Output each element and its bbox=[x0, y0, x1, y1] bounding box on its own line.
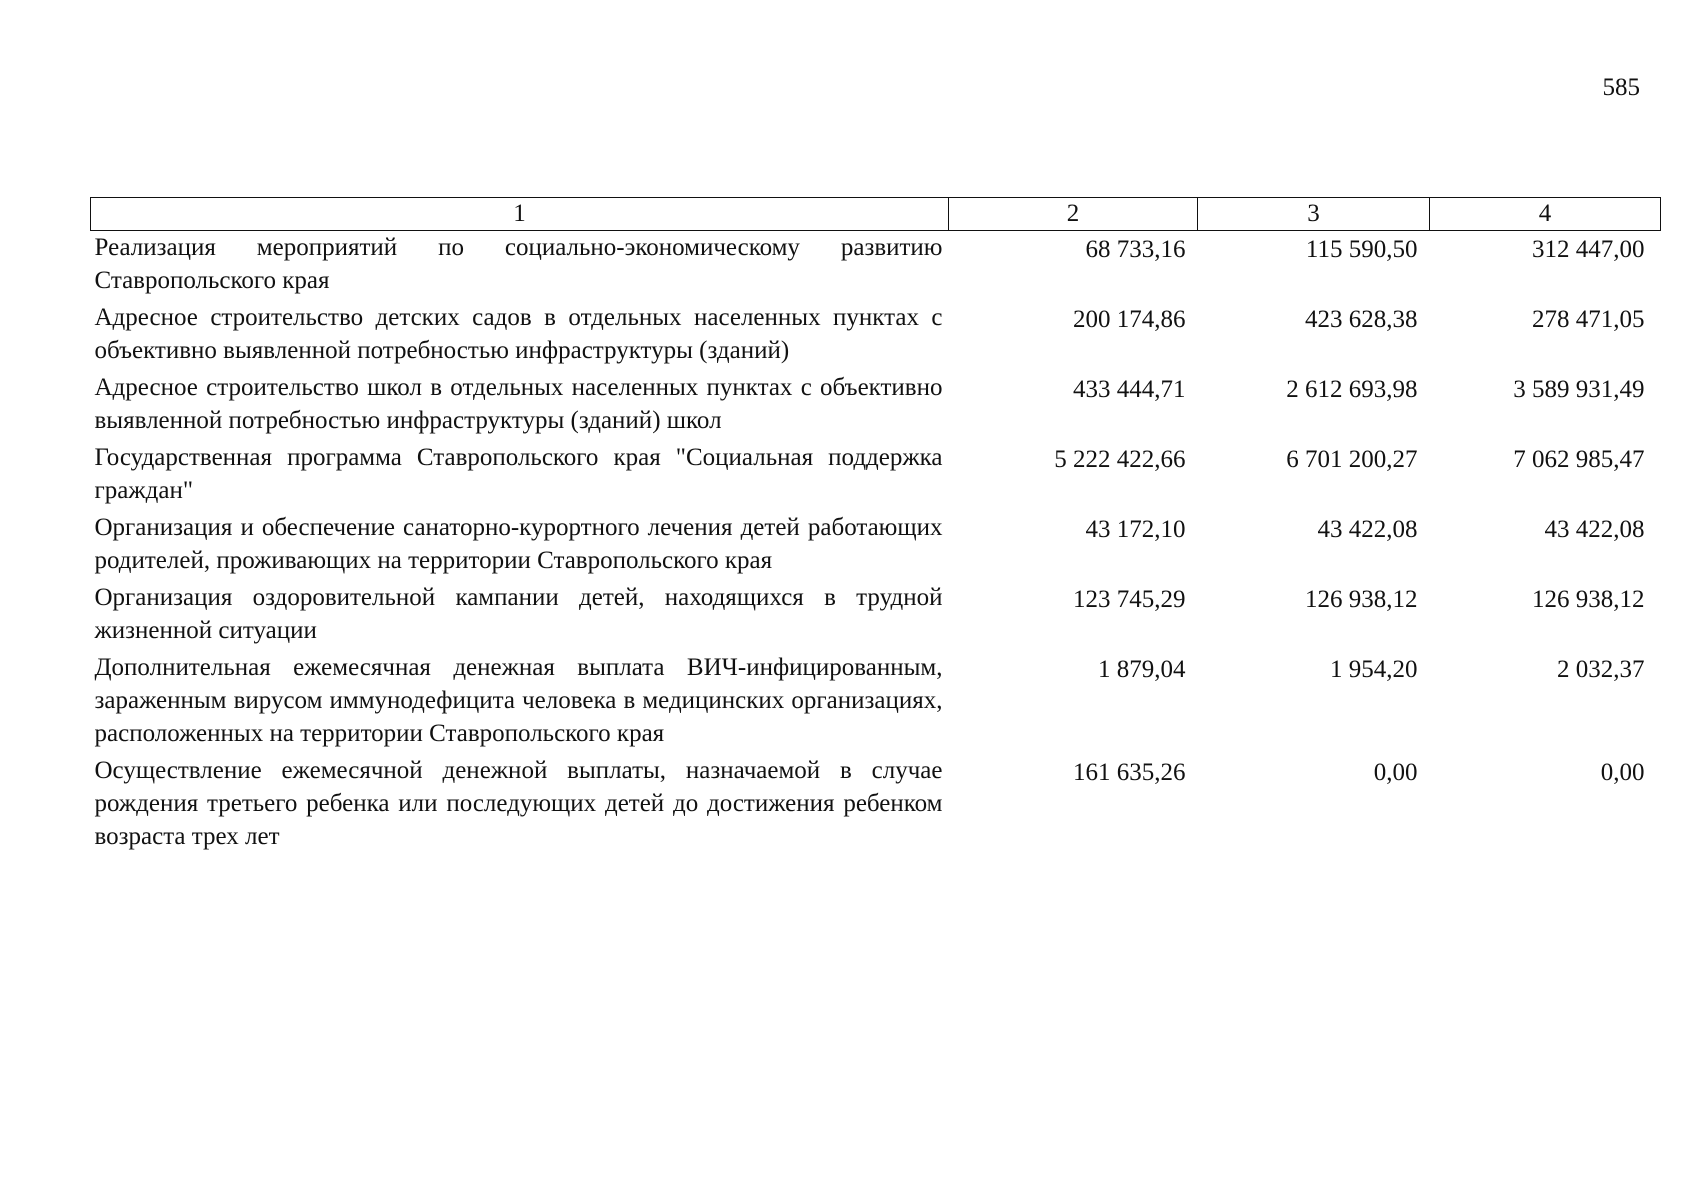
row-value-col4: 312 447,00 bbox=[1532, 236, 1645, 263]
row-value-col2: 161 635,26 bbox=[1073, 759, 1186, 786]
table-row bbox=[91, 754, 1661, 857]
row-name: Реализация мероприятий по социально-экономическому развитию Ставропольского края bbox=[94, 234, 943, 294]
table-header-row bbox=[91, 198, 1661, 231]
row-name: Адресное строительство детских садов в отдельных населенных пунктах с объективно выявленной потребностью инфраструктуры (зданий) bbox=[94, 304, 943, 364]
row-name: Адресное строительство школ в отдельных населенных пунктах с объективно выявленной потребностью инфраструктуры (зданий) школ bbox=[94, 374, 943, 434]
row-name: Осуществление ежемесячной денежной выплаты, назначаемой в случае рождения третьего ребенка или последующих детей до достижения ребенком возраста трех лет bbox=[94, 757, 943, 850]
row-value-col4: 278 471,05 bbox=[1532, 306, 1645, 333]
column-header-3: 3 bbox=[1198, 198, 1430, 231]
table-row bbox=[91, 231, 1661, 302]
row-value-col2: 123 745,29 bbox=[1073, 586, 1186, 613]
row-value-col4: 2 032,37 bbox=[1557, 656, 1645, 683]
row-value-col4: 3 589 931,49 bbox=[1513, 376, 1645, 403]
row-value-col3: 43 422,08 bbox=[1317, 516, 1418, 543]
row-value-col3: 423 628,38 bbox=[1305, 306, 1418, 333]
row-name: Организация и обеспечение санаторно-курортного лечения детей работающих родителей, проживающих на территории Ставропольского края bbox=[94, 514, 943, 574]
table-row bbox=[91, 581, 1661, 651]
row-value-col4: 0,00 bbox=[1600, 759, 1645, 786]
row-name: Государственная программа Ставропольского края "Социальная поддержка граждан" bbox=[94, 444, 943, 504]
row-value-col3: 126 938,12 bbox=[1305, 586, 1418, 613]
table-row bbox=[91, 651, 1661, 754]
column-header-1: 1 bbox=[91, 198, 949, 231]
row-value-col4: 126 938,12 bbox=[1532, 586, 1645, 613]
row-value-col3: 6 701 200,27 bbox=[1286, 446, 1418, 473]
row-value-col3: 2 612 693,98 bbox=[1286, 376, 1418, 403]
column-header-2: 2 bbox=[949, 198, 1198, 231]
row-name: Дополнительная ежемесячная денежная выплата ВИЧ-инфицированным, зараженным вирусом иммунодефицита человека в медицинских организациях, расположенных на территории Ставропольского края bbox=[94, 654, 943, 747]
row-value-col2: 43 172,10 bbox=[1085, 516, 1186, 543]
row-name: Организация оздоровительной кампании детей, находящихся в трудной жизненной ситуации bbox=[94, 584, 943, 644]
row-value-col2: 68 733,16 bbox=[1085, 236, 1186, 263]
row-value-col3: 0,00 bbox=[1373, 759, 1418, 786]
row-value-col4: 7 062 985,47 bbox=[1513, 446, 1645, 473]
table-row bbox=[91, 441, 1661, 511]
row-value-col3: 1 954,20 bbox=[1330, 656, 1418, 683]
row-value-col2: 200 174,86 bbox=[1073, 306, 1186, 333]
page-number: 585 bbox=[1602, 74, 1640, 101]
row-value-col2: 1 879,04 bbox=[1098, 656, 1186, 683]
row-value-col2: 433 444,71 bbox=[1073, 376, 1186, 403]
column-header-4: 4 bbox=[1430, 198, 1661, 231]
row-value-col3: 115 590,50 bbox=[1305, 236, 1418, 263]
table-row bbox=[91, 371, 1661, 441]
table-row bbox=[91, 301, 1661, 371]
budget-table bbox=[90, 197, 1661, 857]
row-value-col4: 43 422,08 bbox=[1544, 516, 1645, 543]
row-value-col2: 5 222 422,66 bbox=[1054, 446, 1186, 473]
table-row bbox=[91, 511, 1661, 581]
